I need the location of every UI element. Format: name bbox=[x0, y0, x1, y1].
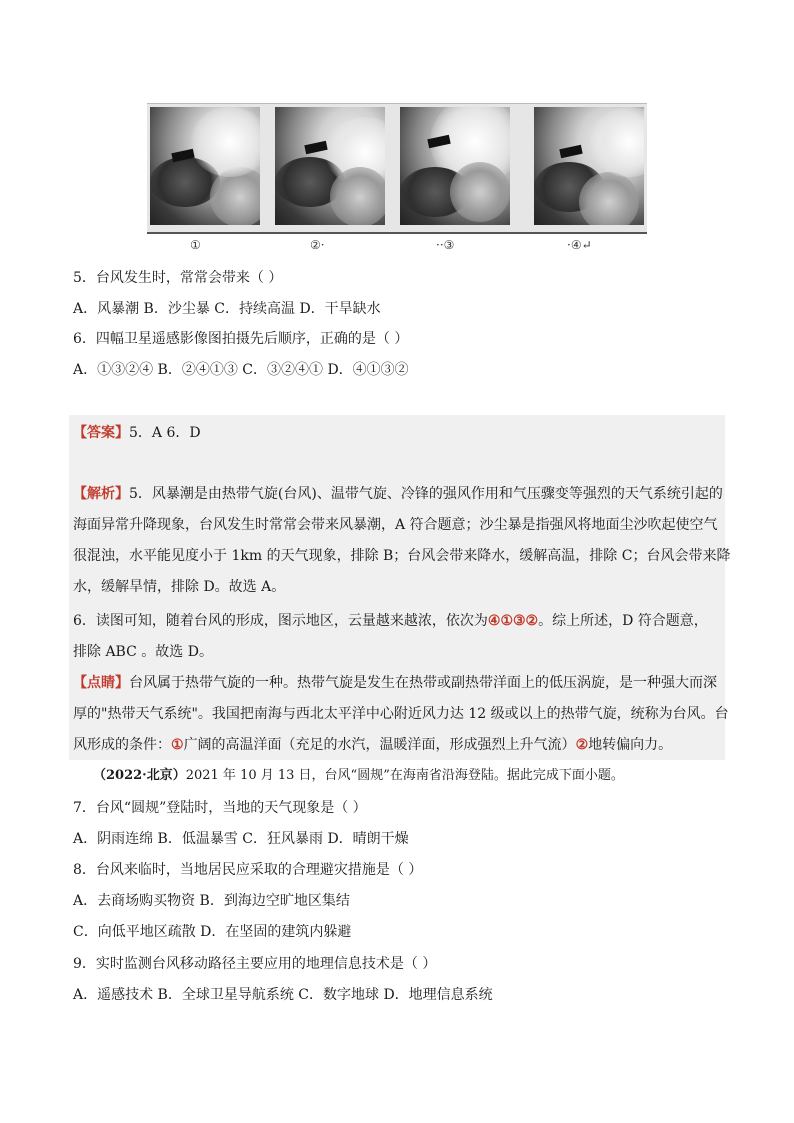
analysis-line-6: 排除 ABC 。故选 D。 bbox=[73, 644, 213, 660]
q6-options: A．①③②④ B．②④①③ C．③②④① D．④①③② bbox=[73, 362, 409, 378]
comment-circled-2: ② bbox=[575, 737, 589, 753]
comment-circled-1: ① bbox=[171, 737, 184, 753]
comment-line-1 bbox=[73, 673, 717, 693]
answer-text: 5．A 6．D bbox=[129, 425, 201, 441]
comment-text-3a: 风形成的条件： bbox=[73, 737, 171, 753]
comment-text-3c: 地转偏向力。 bbox=[588, 737, 673, 753]
q5-stem: 5．台风发生时，常常会带来（ ） bbox=[73, 270, 283, 286]
q9-options: A．遥感技术 B．全球卫星导航系统 C．数字地球 D．地理信息系统 bbox=[73, 987, 493, 1003]
figure-label-4: ·④↵ bbox=[567, 238, 592, 252]
satellite-image-strip bbox=[147, 103, 647, 234]
question-intro bbox=[93, 767, 624, 785]
q8-options-1: A．去商场购买物资 B．到海边空旷地区集结 bbox=[73, 893, 350, 909]
figure-label-1: ① bbox=[190, 238, 201, 252]
q8-stem: 8．台风来临时，当地居民应采取的合理避灾措施是（ ） bbox=[73, 862, 423, 878]
intro-text: 2021 年 10 月 13 日，台风“圆规”在海南省沿海登陆。据此完成下面小题。 bbox=[185, 768, 624, 783]
figure-label-2: ②· bbox=[310, 238, 325, 252]
answer-line bbox=[73, 423, 201, 443]
q8-options-2: C．向低平地区疏散 D．在坚固的建筑内躲避 bbox=[73, 924, 352, 940]
analysis-text-1: 5．风暴潮是由热带气旋(台风)、温带气旋、冷锋的强风作用和气压骤变等强烈的天气系统引起的 bbox=[129, 486, 723, 502]
satellite-image-4 bbox=[534, 107, 644, 225]
q7-stem: 7．台风“圆规”登陆时，当地的天气现象是（ ） bbox=[73, 800, 367, 816]
analysis-text-5a: 6．读图可知，随着台风的形成，图示地区，云量越来越浓，依次为 bbox=[73, 613, 488, 629]
q5-options: A．风暴潮 B．沙尘暴 C．持续高温 D．干旱缺水 bbox=[73, 301, 381, 317]
analysis-line-5 bbox=[73, 611, 708, 631]
comment-line-2: 厚的"热带天气系统"。我国把南海与西北太平洋中心附近风力达 12 级或以上的热带气旋，统称为台风。台 bbox=[73, 706, 729, 722]
analysis-line-1 bbox=[73, 484, 723, 504]
q9-stem: 9．实时监测台风移动路径主要应用的地理信息技术是（ ） bbox=[73, 956, 437, 972]
analysis-tag: 【解析】 bbox=[73, 486, 129, 502]
analysis-text-5b: 。综上所述，D 符合题意， bbox=[538, 613, 708, 629]
q6-stem: 6．四幅卫星遥感影像图拍摄先后顺序，正确的是（ ） bbox=[73, 331, 409, 347]
comment-text-1: 台风属于热带气旋的一种。热带气旋是发生在热带或副热带洋面上的低压涡旋，是一种强大而深 bbox=[129, 675, 717, 691]
figure-label-3: ··③ bbox=[436, 238, 455, 252]
comment-line-3 bbox=[73, 735, 672, 755]
comment-tag: 【点睛】 bbox=[73, 675, 129, 691]
comment-text-3b: 广阔的高温洋面（充足的水汽，温暖洋面，形成强烈上升气流） bbox=[183, 737, 576, 753]
q7-options: A．阴雨连绵 B．低温暴雪 C．狂风暴雨 D．晴朗干燥 bbox=[73, 831, 409, 847]
analysis-sequence: ④①③② bbox=[487, 613, 539, 629]
satellite-image-3 bbox=[400, 107, 510, 225]
answer-tag: 【答案】 bbox=[73, 425, 129, 441]
analysis-line-3: 很混浊，水平能见度小于 1km 的天气现象，排除 B；台风会带来降水，缓解高温，排除 C；台风会带来降 bbox=[73, 548, 731, 564]
satellite-image-1 bbox=[150, 107, 260, 225]
intro-source: （2022·北京） bbox=[93, 768, 186, 783]
satellite-image-2 bbox=[275, 107, 385, 225]
analysis-line-4: 水，缓解旱情，排除 D。故选 A。 bbox=[73, 579, 286, 595]
analysis-line-2: 海面异常升降现象，台风发生时常常会带来风暴潮，A 符合题意；沙尘暴是指强风将地面尘沙吹起使空气 bbox=[73, 517, 718, 533]
